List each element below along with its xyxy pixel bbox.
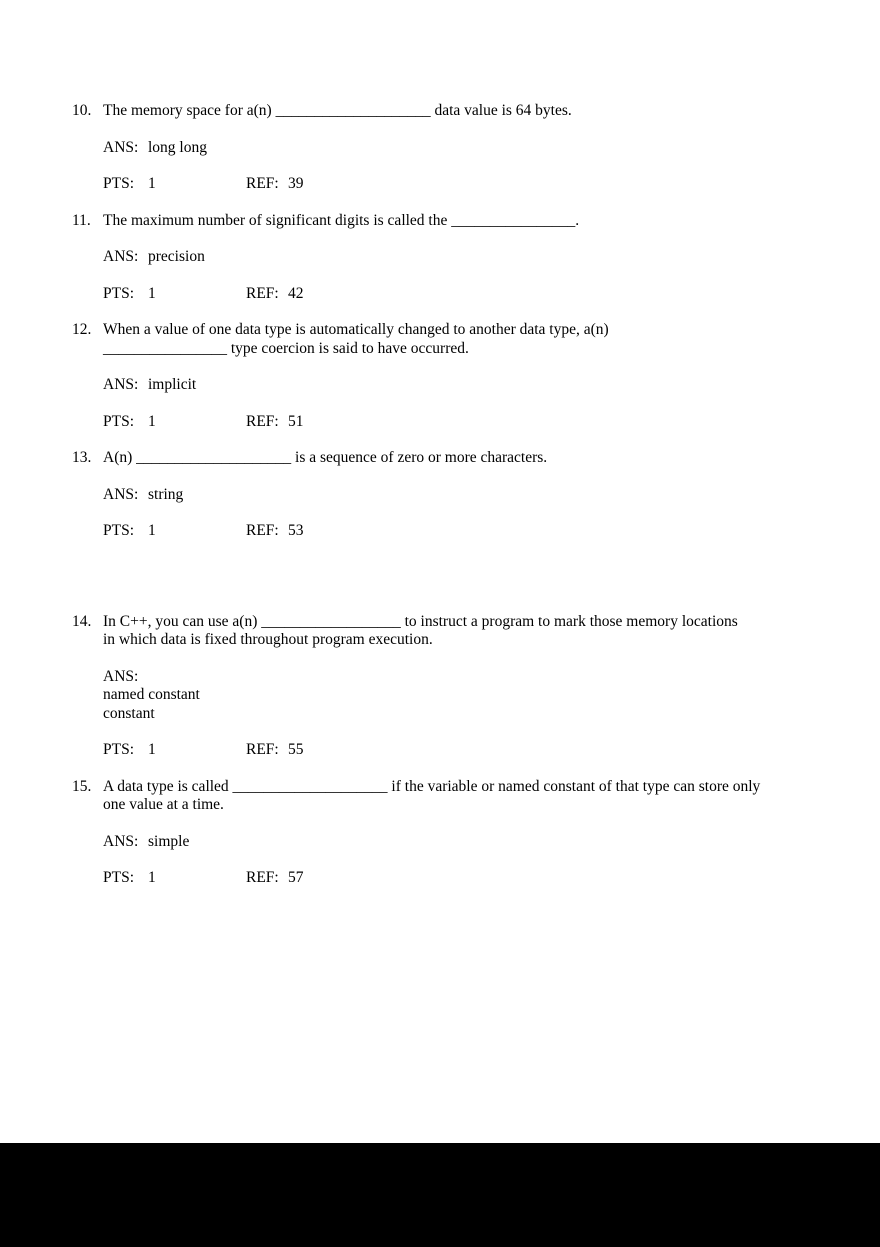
question-paragraph	[72, 321, 808, 358]
ref-value: 42	[288, 284, 304, 302]
ans-label: ANS:	[103, 248, 139, 265]
question-paragraph	[72, 212, 808, 231]
answer-row	[103, 248, 808, 267]
pts-label: PTS:	[103, 412, 135, 430]
question-block-10	[72, 102, 808, 194]
question-text-line: In C++, you can use a(n) __________________ to instruct a program to mark those memory locations	[103, 612, 738, 630]
ans-label: ANS:	[103, 667, 139, 685]
pts-label: PTS:	[103, 284, 135, 302]
pts-label: PTS:	[103, 741, 135, 758]
question-paragraph	[72, 102, 808, 121]
answer-value-line: constant	[103, 704, 155, 722]
ref-label: REF:	[246, 522, 279, 539]
pts-value: 1	[148, 175, 156, 192]
question-number: 13.	[72, 449, 92, 466]
question-text-line: When a value of one data type is automatically changed to another data type, a(n)	[103, 321, 609, 338]
ref-value: 39	[288, 175, 304, 192]
ref-label: REF:	[246, 741, 279, 758]
answer-value: simple	[148, 832, 190, 850]
answer-value: string	[148, 485, 184, 503]
ans-label: ANS:	[103, 138, 139, 156]
question-text-line: in which data is fixed throughout program execution.	[103, 631, 433, 648]
answer-row	[103, 139, 808, 158]
answer-value: implicit	[148, 376, 197, 393]
pts-label: PTS:	[103, 869, 135, 886]
question-block-11	[72, 212, 808, 304]
pts-value: 1	[148, 522, 156, 539]
bottom-black-bar	[0, 1143, 880, 1247]
pts-label: PTS:	[103, 522, 135, 539]
ref-value: 53	[288, 522, 304, 539]
points-row	[103, 741, 808, 760]
question-text-line: A(n) ____________________ is a sequence of zero or more characters.	[103, 449, 548, 466]
question-block-14	[72, 613, 808, 760]
answer-row	[103, 833, 808, 852]
ans-label: ANS:	[103, 485, 139, 503]
answer-value-line: named constant	[103, 686, 200, 703]
question-block-13	[72, 449, 808, 541]
points-row	[103, 285, 808, 304]
pts-label: PTS:	[103, 175, 135, 192]
ans-label: ANS:	[103, 376, 139, 393]
question-paragraph	[72, 778, 808, 815]
ref-value: 55	[288, 741, 304, 758]
question-text-line: The maximum number of significant digits is called the ________________.	[103, 211, 580, 229]
ref-label: REF:	[246, 869, 279, 886]
question-number: 11.	[72, 211, 91, 229]
answer-row	[103, 486, 808, 505]
pts-value: 1	[148, 412, 156, 430]
points-row	[103, 175, 808, 194]
question-paragraph	[72, 613, 808, 650]
question-text-line: A data type is called ____________________ if the variable or named constant of that type can store only	[103, 777, 761, 795]
question-text-line: ________________ type coercion is said to have occurred.	[103, 339, 469, 357]
question-number: 14.	[72, 612, 92, 630]
ref-label: REF:	[246, 284, 279, 302]
points-row	[103, 413, 808, 432]
ref-label: REF:	[246, 175, 279, 192]
points-row	[103, 522, 808, 541]
ref-value: 57	[288, 869, 304, 886]
question-block-12	[72, 321, 808, 431]
answer-row	[103, 376, 808, 395]
answer-value: long long	[148, 138, 207, 156]
question-number: 15.	[72, 777, 92, 795]
question-number: 12.	[72, 321, 92, 338]
ref-value: 51	[288, 412, 304, 430]
question-text-line: one value at a time.	[103, 796, 224, 813]
pts-value: 1	[148, 741, 156, 758]
question-text-line: The memory space for a(n) ____________________ data value is 64 bytes.	[103, 102, 572, 119]
ans-label: ANS:	[103, 832, 139, 850]
answer-value: precision	[148, 248, 205, 265]
pts-value: 1	[148, 284, 156, 302]
points-row	[103, 869, 808, 888]
question-paragraph	[72, 449, 808, 468]
pts-value: 1	[148, 869, 156, 886]
question-number: 10.	[72, 102, 92, 119]
answer-row	[103, 668, 808, 724]
ref-label: REF:	[246, 412, 279, 430]
question-block-15	[72, 778, 808, 888]
